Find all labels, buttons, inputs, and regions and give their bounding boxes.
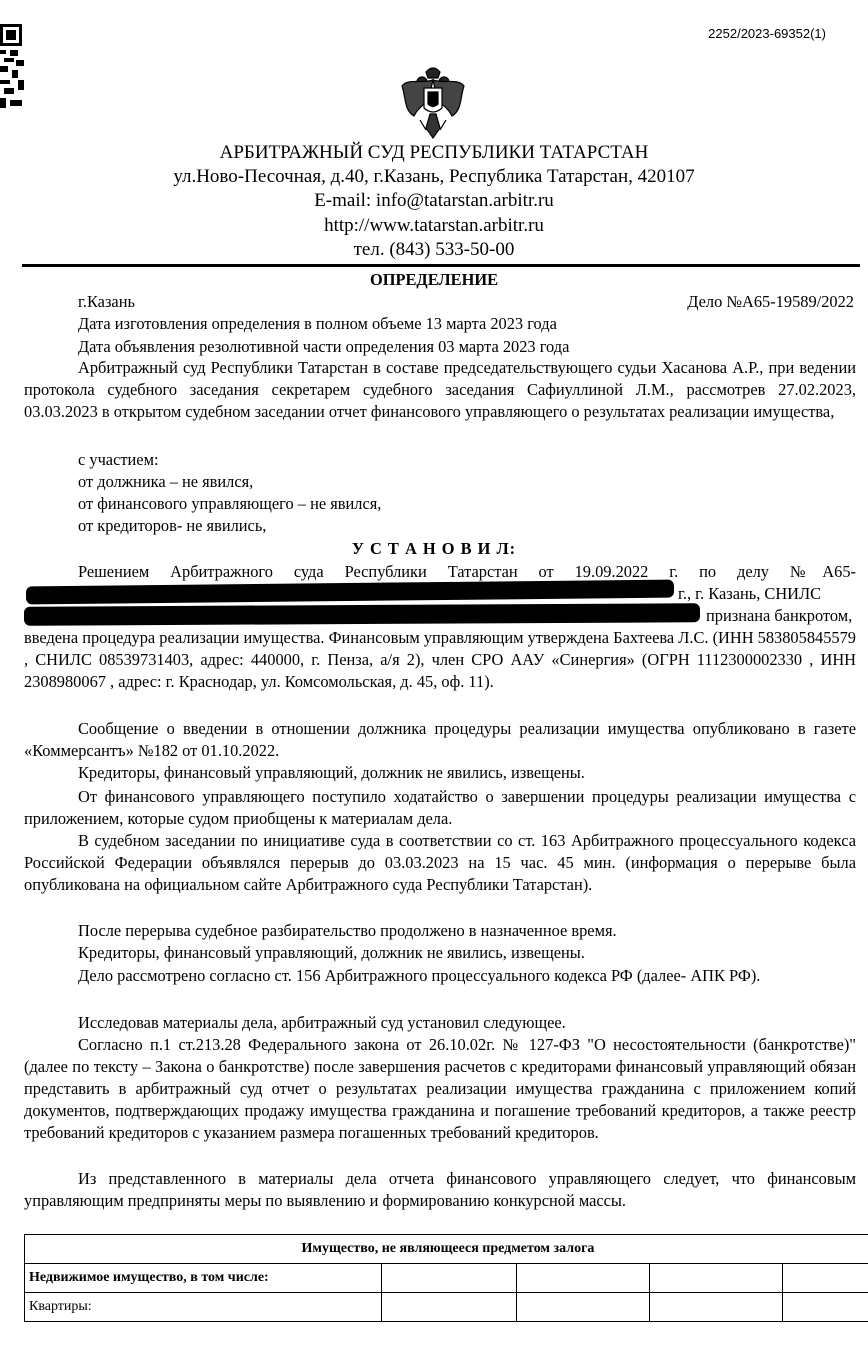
p1-line2-tail: г., г. Казань, СНИЛС [678,584,822,603]
paragraph-petition: От финансового управляющего поступило ходатайство о завершении процедуры реализации имущества с приложением, которые судом приобщены к материалам дела. [24,787,856,829]
apartments-label: Квартиры: [25,1293,382,1322]
intro-paragraph: Арбитражный суд Республики Татарстан в составе председательствующего судьи Хасанова А.Р., при ведении протокола судебного заседания секретарем судебного заседания Сафиуллиной Л.М., рассмотрев 27.02.2023, 03.03.2023 в открытом судебном заседании отчет финансового управляющего о результатах реализации имущества, [24,358,856,422]
paragraph-apk: Дело рассмотрено согласно ст. 156 Арбитражного процессуального кодекса РФ (далее- АПК РФ). [78,966,761,985]
court-email: E-mail: info@tatarstan.arbitr.ru [314,190,554,211]
table-cell [650,1293,783,1322]
table-cell [382,1264,517,1293]
paragraph-publication: Сообщение о введении в отношении должника процедуры реализации имущества опубликовано в газете «Коммерсантъ» №182 от 01.10.2022. [24,719,856,761]
paragraph-creditors-absent: Кредиторы, финансовый управляющий, должник не явились, извещены. [78,763,585,782]
header-divider [22,264,860,267]
paragraph-law: Согласно п.1 ст.213.28 Федерального закона от 26.10.02г. № 127-ФЗ "О несостоятельности (банкротстве)" (далее по тексту – Закона о банкротстве) после завершения расчетов с кредиторами финансовый управляющий обязан представить в арбитражный суд отчет о результатах реализации имущества гражданина с приложением копий документов, подтверждающих продажу имущества гражданина и погашение требований кредиторов, а также реестр требований кредиторов с указанием размера погашенных требований кредиторов. [24,1035,856,1143]
redaction-bar [24,603,700,626]
table-cell [783,1293,868,1322]
case-number: Дело №А65-19589/2022 [687,292,854,311]
participation-label: с участием: [78,450,159,469]
table-cell [650,1264,783,1293]
table-cell [382,1293,517,1322]
date-resolution: Дата объявления резолютивной части определения 03 марта 2023 года [78,337,570,356]
participation-manager: от финансового управляющего – не явился, [78,494,382,513]
p1-line1: Решением Арбитражного суда Республики Татарстан от 19.09.2022 г. по делу №А65- [78,562,856,581]
real-estate-label: Недвижимое имущество, в том числе: [25,1264,382,1293]
paragraph-findings: Исследовав материалы дела, арбитражный суд установил следующее. [78,1013,566,1032]
property-table-header: Имущество, не являющееся предметом залога [25,1235,868,1264]
document-number: 2252/2023-69352(1) [708,26,826,41]
paragraph-recess: В судебном заседании по инициативе суда в соответствии со ст. 163 Арбитражного процессуального кодекса Российской Федерации объявлялся перерыв до 03.03.2023 на 15 час. 45 мин. (информация о перерыве была опубликована на официальном сайте Арбитражного суда Республики Татарстан). [24,831,856,895]
participation-debtor: от должника – не явился, [78,472,254,491]
court-name: АРБИТРАЖНЫЙ СУД РЕСПУБЛИКИ ТАТАРСТАН [219,142,649,163]
participation-creditors: от кредиторов- не явились, [78,516,267,535]
paragraph-creditors-absent-2: Кредиторы, финансовый управляющий, должник не явились, извещены. [78,943,585,962]
court-website: http://www.tatarstan.arbitr.ru [324,215,544,236]
court-phone: тел. (843) 533-50-00 [353,239,515,260]
city: г.Казань [78,292,135,311]
p1-rest: введена процедура реализации имущества. Финансовым управляющим утверждена Бахтеева Л.С. (ИНН 583805845579 , СНИЛС 08539731403, адрес: 440000, г. Пенза, а/я 2), член СРО ААУ «Синергия» (ОГРН 1112300002330 , ИНН 2308980067 , адрес: г. Краснодар, ул. Комсомольская, д. 45, оф. 11). [24,628,856,692]
p1-line3-tail: признана банкротом, [706,606,853,625]
property-table [24,1234,868,1322]
qr-code [0,24,26,110]
court-address: ул.Ново-Песочная, д.40, г.Казань, Республика Татарстан, 420107 [173,166,695,187]
paragraph-after-recess: После перерыва судебное разбирательство продолжено в назначенное время. [78,921,617,940]
table-cell [517,1264,650,1293]
paragraph-report: Из представленного в материалы дела отчета финансового управляющего следует, что финансовым управляющим предприняты меры по выявлению и формированию конкурсной массы. [24,1169,856,1211]
established-heading: У С Т А Н О В И Л: [351,539,517,558]
table-cell [783,1264,868,1293]
coat-of-arms-icon [400,64,466,140]
redaction-bar [26,580,674,605]
document-title: ОПРЕДЕЛЕНИЕ [369,270,498,289]
date-full: Дата изготовления определения в полном объеме 13 марта 2023 года [78,314,557,333]
table-cell [517,1293,650,1322]
